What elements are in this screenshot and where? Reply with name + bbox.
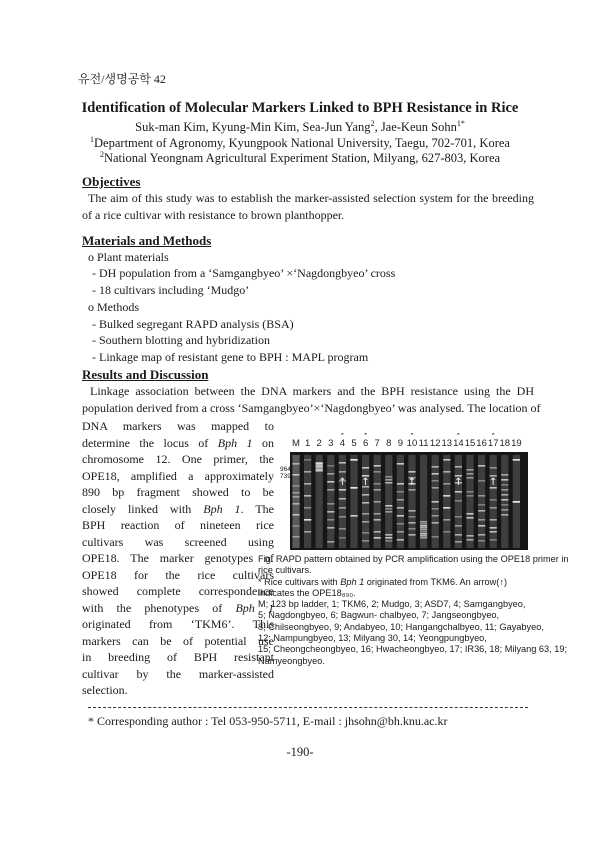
gel-band xyxy=(385,505,392,507)
gel-band xyxy=(292,474,299,476)
col-line-14: markers can be of potential use xyxy=(82,633,274,648)
gel-band xyxy=(385,476,392,478)
section-category: 유전/생명공학 42 xyxy=(78,72,166,86)
gel-band xyxy=(408,516,415,518)
gel-band xyxy=(292,496,299,498)
gel-band xyxy=(420,531,427,533)
gel-lane xyxy=(466,455,473,548)
lane-label: M xyxy=(292,438,300,449)
gel-band xyxy=(397,491,404,493)
gel-band xyxy=(490,467,497,469)
gel-lane xyxy=(339,455,346,548)
gel-lane xyxy=(362,455,369,548)
size-label: 739 xyxy=(280,473,291,480)
col-line-12: with the phenotypes of Bph 1 xyxy=(82,600,274,615)
lane-labels xyxy=(292,438,522,449)
affiliation-2 xyxy=(0,151,600,166)
gel-band xyxy=(397,507,404,509)
gel-band xyxy=(327,465,334,467)
caption-line-2: rice cultivars. xyxy=(258,565,312,576)
caption-line-10: Namyeongbyeo. xyxy=(258,655,325,666)
gel-band xyxy=(385,537,392,539)
gel-band xyxy=(292,463,299,465)
methods-heading: Materials and Methods xyxy=(82,233,212,248)
gel-band xyxy=(327,481,334,483)
affiliation-1-text: Department of Agronomy, Kyungpook National University, Taegu, 702-701, Korea xyxy=(94,136,510,150)
lane-label: 11 xyxy=(418,438,429,449)
lane-label: 4 xyxy=(339,438,346,449)
star-marker: * xyxy=(456,433,461,440)
col-line-13: originated from ‘TKM6’. This xyxy=(82,617,274,631)
col-line-11: showed complete correspondence xyxy=(82,584,274,598)
lane-label: 1 xyxy=(304,438,311,449)
gel-band xyxy=(420,527,427,529)
gel-band xyxy=(466,513,473,515)
gel-band xyxy=(443,483,450,485)
gel-band xyxy=(292,492,299,494)
gel-lane xyxy=(350,455,357,548)
gel-band xyxy=(478,534,485,536)
gel-band xyxy=(443,471,450,473)
lane-label: 18 xyxy=(499,438,511,449)
gel-band xyxy=(432,473,439,475)
gel-band xyxy=(304,495,311,497)
gel-band xyxy=(466,473,473,475)
gel-band xyxy=(385,534,392,536)
gel-band xyxy=(374,501,381,503)
author-list xyxy=(0,120,600,135)
gel-band xyxy=(304,471,311,473)
lane-label: 9 xyxy=(397,438,404,449)
gel-band xyxy=(432,536,439,538)
gel-band xyxy=(501,494,508,496)
results-heading: Results and Discussion xyxy=(82,367,209,382)
lane-label: 7 xyxy=(374,438,380,449)
results-column-text xyxy=(82,418,274,699)
gel-lane xyxy=(292,455,299,548)
figure-caption xyxy=(258,554,569,667)
gel-band xyxy=(408,534,415,536)
gel-band xyxy=(478,519,485,521)
gel-band xyxy=(385,540,392,542)
col-line-8: cultivars was screened using xyxy=(82,534,274,549)
lane-label: 13 xyxy=(441,438,453,449)
lane-label: 14 xyxy=(453,438,464,449)
col-line-1: DNA markers was mapped to xyxy=(82,419,274,433)
gel-band xyxy=(478,465,485,467)
gel-band xyxy=(478,504,485,506)
gel-band xyxy=(420,535,427,537)
star-marker: * xyxy=(410,433,414,440)
methods-item-2: - DH population from a ‘Samgangbyeo’ ×‘Nagdongbyeo’ cross xyxy=(92,266,396,280)
gel-band xyxy=(362,494,369,496)
caption-line-1: Fig. RAPD pattern obtained by PCR amplification using the OPE18 primer in xyxy=(258,554,569,564)
gel-band xyxy=(513,459,520,461)
gel-band xyxy=(455,516,462,518)
gel-band xyxy=(350,459,357,461)
gel-band xyxy=(501,479,508,481)
gel-band xyxy=(339,516,346,518)
author-sup-2: 2 xyxy=(370,118,375,128)
gel-band xyxy=(327,503,334,505)
lane-label: 3 xyxy=(328,438,334,449)
gel-band xyxy=(339,471,346,473)
gel-band xyxy=(327,473,334,475)
gel-band xyxy=(339,528,346,530)
gel-band xyxy=(397,483,404,485)
gel-band xyxy=(501,509,508,511)
gel-band xyxy=(397,539,404,541)
col-line-6: closely linked with Bph 1. The xyxy=(82,501,274,516)
caption-line-5: M; 123 bp ladder, 1; TKM6, 2; Mudgo, 3; ASD7, 4; Samgangbyeo, xyxy=(258,599,526,610)
gel-band xyxy=(292,485,299,487)
gel-band xyxy=(385,511,392,513)
gel-band xyxy=(466,535,473,537)
gel-band xyxy=(513,501,520,503)
star-marker: * xyxy=(363,433,368,440)
gel-band xyxy=(327,519,334,521)
gel-lane xyxy=(501,455,508,548)
gel-band xyxy=(397,531,404,533)
gel-band xyxy=(466,477,473,479)
gel-band xyxy=(362,502,369,504)
col-line-2: determine the locus of Bph 1 on xyxy=(82,435,274,450)
gel-band xyxy=(385,508,392,510)
gel-band xyxy=(304,519,311,521)
gel-band xyxy=(374,513,381,515)
lane-label: 12 xyxy=(429,438,441,449)
gel-band xyxy=(466,491,473,493)
objectives-line-1: The aim of this study was to establish the marker-assisted selection system for the breeding xyxy=(88,191,534,205)
methods-item-3: - 18 cultivars including ‘Mudgo’ xyxy=(92,283,250,297)
gel-band xyxy=(466,539,473,541)
gel-band xyxy=(316,470,323,472)
methods-item-6: - Southern blotting and hybridization xyxy=(92,333,270,347)
gel-band xyxy=(490,519,497,521)
gel-band xyxy=(327,541,334,543)
gel-band xyxy=(432,501,439,503)
col-line-7: BPH reaction of nineteen rice xyxy=(82,518,274,532)
gel-band xyxy=(304,459,311,461)
gel-band xyxy=(397,463,404,465)
gel-band xyxy=(374,483,381,485)
gel-band xyxy=(420,521,427,523)
caption-line-8: 12; Nampungbyeo, 13; Milyang 30, 14; Yeongpungbyeo, xyxy=(258,633,487,644)
gel-band xyxy=(397,523,404,525)
gel-lane xyxy=(443,455,450,548)
gel-band xyxy=(455,466,462,468)
gel-band xyxy=(339,537,346,539)
band-arrow-icon: ↑ xyxy=(489,477,498,488)
gel-band xyxy=(304,483,311,485)
authors-part-2: , Jae-Keun Sohn xyxy=(374,120,457,134)
size-label: 964 xyxy=(280,466,291,473)
lane-label: 2 xyxy=(316,438,322,449)
gel-band xyxy=(420,523,427,525)
gel-band xyxy=(443,507,450,509)
affiliation-1-sup: 1 xyxy=(90,134,95,144)
gel-band xyxy=(304,531,311,533)
gel-band xyxy=(490,527,497,529)
methods-item-1: o Plant materials xyxy=(88,250,169,264)
gel-band xyxy=(501,489,508,491)
lane-label: 19 xyxy=(511,438,522,449)
col-line-17: selection. xyxy=(82,683,128,697)
caption-line-4: indicates the OPE18₈₉₀. xyxy=(258,587,356,598)
star-marker: * xyxy=(340,433,345,440)
gel-band xyxy=(478,525,485,527)
lane-label: 16 xyxy=(476,438,487,449)
author-sup-1: 1* xyxy=(456,118,465,128)
gel-band xyxy=(327,527,334,529)
gel-band xyxy=(501,474,508,476)
gel-band xyxy=(501,504,508,506)
gel-band xyxy=(374,531,381,533)
gel-band xyxy=(501,514,508,516)
gel-band xyxy=(374,471,381,473)
gel-band xyxy=(374,537,381,539)
col-line-5: 890 bp fragment showed to be xyxy=(82,485,274,499)
gel-band xyxy=(397,499,404,501)
gel-band xyxy=(466,469,473,471)
gel-band xyxy=(292,514,299,516)
gel-band xyxy=(408,510,415,512)
gel-band xyxy=(292,503,299,505)
gel-band xyxy=(455,491,462,493)
gel-band xyxy=(339,507,346,509)
methods-item-4: o Methods xyxy=(88,300,139,314)
gel-lane xyxy=(304,455,311,548)
col-line-10: OPE18 for the rice cultivars xyxy=(82,567,274,582)
band-arrow-icon: ↑ xyxy=(454,477,463,488)
gel-band xyxy=(304,507,311,509)
size-marker-labels xyxy=(280,466,291,480)
gel-band xyxy=(490,531,497,533)
affiliation-1 xyxy=(0,136,600,151)
page-number: -190- xyxy=(286,745,314,759)
gel-band xyxy=(466,517,473,519)
gel-band xyxy=(385,479,392,481)
gel-band xyxy=(292,525,299,527)
col-line-16: cultivar by the marker-assisted xyxy=(82,666,274,681)
gel-band xyxy=(374,519,381,521)
paper-title: Identification of Molecular Markers Linked to BPH Resistance in Rice xyxy=(81,100,519,116)
affiliation-2-text: National Yeongnam Agricultural Experiment Station, Milyang, 627-803, Korea xyxy=(103,151,501,165)
lane-label: 5 xyxy=(351,438,357,449)
gel-band xyxy=(455,525,462,527)
gel-band xyxy=(350,515,357,517)
corresponding-author-footnote: * Corresponding author : Tel 053-950-5711, E-mail : jhsohn@bh.knu.ac.kr xyxy=(88,714,448,728)
gel-band xyxy=(443,495,450,497)
gel-band xyxy=(350,487,357,489)
gel-band xyxy=(408,522,415,524)
gel-band xyxy=(374,465,381,467)
footnote-divider xyxy=(88,707,528,708)
gel-band xyxy=(478,495,485,497)
gel-band xyxy=(397,515,404,517)
gel-band xyxy=(443,459,450,461)
gel-band xyxy=(327,489,334,491)
col-line-9: OPE18. The marker genotypes of xyxy=(82,551,274,565)
lane-label: 10 xyxy=(406,438,418,449)
gel-band xyxy=(339,462,346,464)
band-arrow-icon: ↑ xyxy=(338,477,347,488)
caption-line-3: * Rice cultivars with Bph 1 originated from TKM6. An arrow(↑) xyxy=(258,576,508,587)
gel-band xyxy=(443,519,450,521)
gel-band xyxy=(443,531,450,533)
caption-line-9: 15; Cheongcheongbyeo, 16; Hwacheongbyeo, 17; IR36, 18; Milyang 63, 19; xyxy=(258,644,568,655)
methods-item-5: - Bulked segregant RAPD analysis (BSA) xyxy=(92,317,294,331)
gel-lane xyxy=(327,455,334,548)
gel-band xyxy=(455,500,462,502)
gel-band xyxy=(292,536,299,538)
gel-band xyxy=(432,487,439,489)
gel-band xyxy=(501,484,508,486)
gel-band xyxy=(455,541,462,543)
gel-band xyxy=(408,528,415,530)
gel-band xyxy=(420,529,427,531)
gel-band xyxy=(339,498,346,500)
objectives-line-2: of a rice cultivar with resistance to brown planthopper. xyxy=(82,208,345,222)
methods-item-7: - Linkage map of resistant gene to BPH : MAPL program xyxy=(92,350,369,364)
gel-band xyxy=(420,533,427,535)
authors-part-1: Suk-man Kim, Kyung-Min Kim, Sea-Jun Yang xyxy=(135,120,371,134)
gel-band xyxy=(455,534,462,536)
rapd-gel-figure xyxy=(280,433,528,550)
gel-band xyxy=(385,482,392,484)
gel-band xyxy=(362,467,369,469)
gel-band xyxy=(374,489,381,491)
gel-band xyxy=(420,525,427,527)
lane-label: 15 xyxy=(464,438,476,449)
col-line-3: chromosome 12. One primer, the xyxy=(82,452,274,466)
band-arrow-icon: ↑ xyxy=(361,477,370,488)
lane-label: 17 xyxy=(487,438,499,449)
results-line-2: population derived from a cross ‘Samgangbyeo’×‘Nagdongbyeo’ was analysed. The location of xyxy=(82,401,541,415)
gel-band xyxy=(327,511,334,513)
gel-lane xyxy=(490,455,497,548)
gel-band xyxy=(490,539,497,541)
col-line-15: in breeding of BPH resistant xyxy=(82,650,274,664)
star-marker: * xyxy=(491,433,495,440)
gel-band xyxy=(362,532,369,534)
gel-band xyxy=(339,489,346,491)
gel-band xyxy=(362,521,369,523)
gel-band xyxy=(490,499,497,501)
results-line-1: Linkage association between the DNA markers and the BPH resistance using the DH xyxy=(90,384,534,398)
affiliation-2-sup: 2 xyxy=(99,149,104,159)
gel-band xyxy=(432,480,439,482)
gel-band xyxy=(490,507,497,509)
band-arrow-icon: ↑ xyxy=(407,477,417,488)
objectives-heading: Objectives xyxy=(82,174,141,189)
gel-band xyxy=(466,495,473,497)
gel-band xyxy=(420,537,427,539)
gel-band xyxy=(478,480,485,482)
gel-band xyxy=(501,499,508,501)
gel-band xyxy=(478,540,485,542)
gel-band xyxy=(478,510,485,512)
gel-band xyxy=(432,522,439,524)
gel-lane xyxy=(397,455,404,548)
caption-line-7: 8; Chilseongbyeo, 9; Andabyeo, 10; Hangangchalbyeo, 11; Gayabyeo, xyxy=(258,621,544,632)
caption-line-6: 5; Nagdongbyeo, 6; Bagwun- chalbyeo, 7; Jangseongbyeo, xyxy=(258,610,500,621)
gel-band xyxy=(362,540,369,542)
gel-band xyxy=(408,471,415,473)
col-line-4: OPE18, amplified a approximately xyxy=(82,468,274,483)
gel-band xyxy=(432,515,439,517)
gel-band xyxy=(408,489,415,491)
lane-label: 6 xyxy=(362,438,369,449)
lane-label: 8 xyxy=(386,438,392,449)
gel-band xyxy=(432,466,439,468)
gel-band xyxy=(432,508,439,510)
gel-band xyxy=(362,513,369,515)
